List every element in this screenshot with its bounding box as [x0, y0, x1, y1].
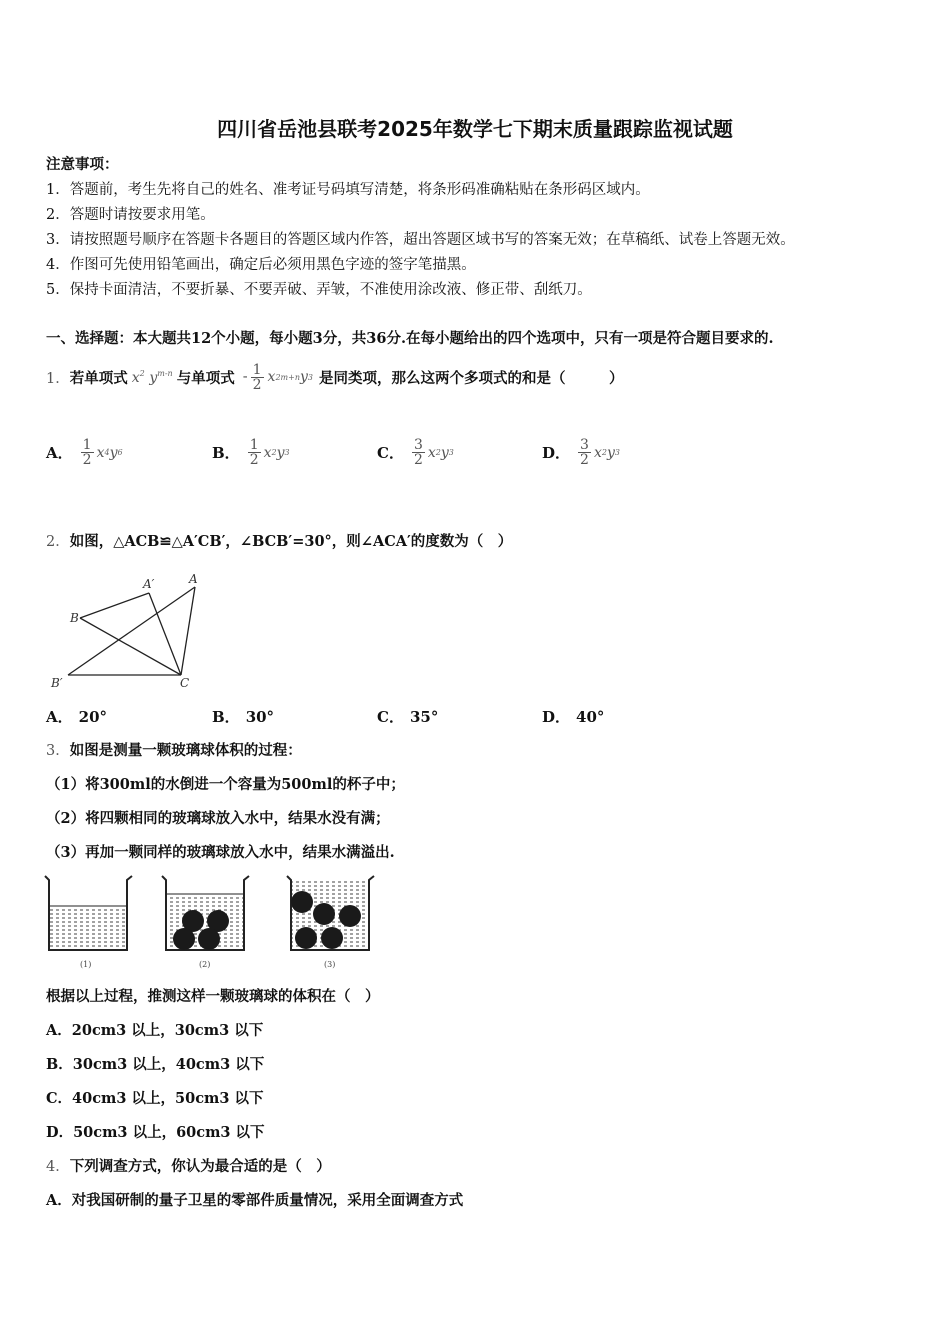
q1-options: [46, 438, 906, 482]
option-a: A．20cm3 以上，30cm3 以下: [46, 1022, 264, 1039]
notice-item: 1．答题前，考生先将自己的姓名、准考证号码填写清楚，将条形码准确粘贴在条形码区域内。: [46, 182, 650, 198]
beaker-2: [162, 876, 249, 950]
option-a: A．: [46, 708, 73, 726]
triangle-figure: [46, 570, 216, 695]
beaker-1: [45, 876, 132, 950]
question-text: 如图是测量一颗玻璃球体积的过程：: [69, 742, 302, 759]
segment-bc: [80, 618, 181, 675]
option-d: D．50cm3 以上，60cm3 以下: [46, 1124, 265, 1141]
caption-1: (1): [80, 960, 92, 969]
glass-ball: [339, 905, 361, 927]
glass-ball: [295, 927, 317, 949]
question-number: 4．: [46, 1159, 70, 1175]
notice-item: 4．作图可先使用铅笔画出，确定后必须用黑色字迹的签字笔描黑。: [46, 257, 476, 273]
beaker-figure: [44, 872, 384, 970]
segment-ac: [181, 587, 195, 675]
caption-3: (3): [324, 960, 336, 969]
question-1: [46, 355, 624, 399]
question-4: [46, 1155, 331, 1176]
option-a: A．对我国研制的量子卫星的零部件质量情况，采用全面调查方式: [46, 1192, 464, 1209]
question-number: 2．: [46, 534, 70, 550]
question-text: 如图，△ACB≌△A′CB′，∠BCB′=30°，则∠ACA′的度数为（ ）: [69, 533, 513, 550]
option-b: B．30cm3 以上，40cm3 以下: [46, 1056, 265, 1073]
label-a-prime: A′: [143, 577, 155, 591]
option-a: A． $\frac{1}{2}$ x 4 y 6: [46, 437, 123, 468]
option-c: C．: [377, 708, 404, 726]
label-b: B: [70, 611, 79, 625]
monomial-1: $x^2$ $y^{m-n}$: [131, 368, 173, 386]
glass-ball: [321, 927, 343, 949]
question-number: 1．: [46, 370, 70, 387]
option-d: D． $\frac{3}{2}$ x 2 y 3: [542, 437, 620, 468]
question-text: 若单项式: [69, 369, 128, 387]
glass-ball: [313, 903, 335, 925]
question-number: 3．: [46, 743, 70, 759]
question-text: 下列调查方式，你认为最合适的是（ ）: [69, 1158, 331, 1175]
step-1: （1）将300ml的水倒进一个容量为500ml的杯子中；: [46, 776, 405, 793]
glass-ball: [173, 928, 195, 950]
label-b-prime: B′: [51, 676, 63, 690]
page-title: 四川省岳池县联考2025年数学七下期末质量跟踪监视试题: [217, 117, 733, 141]
caption-2: (2): [199, 960, 211, 969]
question-text: 与单项式: [176, 369, 235, 387]
glass-ball: [198, 928, 220, 950]
segment-a1b: [80, 593, 149, 618]
notice-item: 5．保持卡面清洁，不要折暴、不要弄破、弄皱，不准使用涂改液、修正带、刮纸刀。: [46, 282, 592, 298]
section-heading: 一、选择题：本大题共12个小题，每小题3分，共36分.在每小题给出的四个选项中，只有一项是符合题目要求的.: [46, 330, 774, 347]
option-d: D．: [542, 708, 571, 726]
option-b: B． $\frac{1}{2}$ x 2 y 3: [212, 437, 290, 468]
label-a: A: [189, 572, 198, 586]
question-3: [46, 739, 302, 760]
notice-item: 3．请按照题号顺序在答题卡各题目的答题区域内作答，超出答题区域书写的答案无效；在草稿纸、试卷上答题无效。: [46, 232, 795, 248]
option-b: B．: [212, 708, 240, 726]
beaker-3: [287, 876, 374, 950]
q3-question: 根据以上过程，推测这样一颗玻璃球的体积在（ ）: [46, 988, 380, 1005]
label-c: C: [180, 676, 190, 690]
notice-item: 2．答题时请按要求用笔。: [46, 207, 215, 223]
question-text: 是同类项，那么这两个多项式的和是（ ）: [319, 369, 624, 387]
question-2: [46, 530, 512, 551]
option-c: C．40cm3 以上，50cm3 以下: [46, 1090, 264, 1107]
segment-a1c: [149, 593, 181, 675]
notice-heading: 注意事项：: [46, 156, 119, 173]
option-c: C． $\frac{3}{2}$ x 2 y 3: [377, 437, 454, 468]
monomial-2: - $\frac{1}{2}$ x 2m+n y 3: [242, 361, 313, 393]
glass-ball: [291, 891, 313, 913]
step-3: （3）再加一颗同样的玻璃球放入水中，结果水满溢出.: [46, 844, 395, 861]
step-2: （2）将四颗相同的玻璃球放入水中，结果水没有满；: [46, 810, 390, 827]
